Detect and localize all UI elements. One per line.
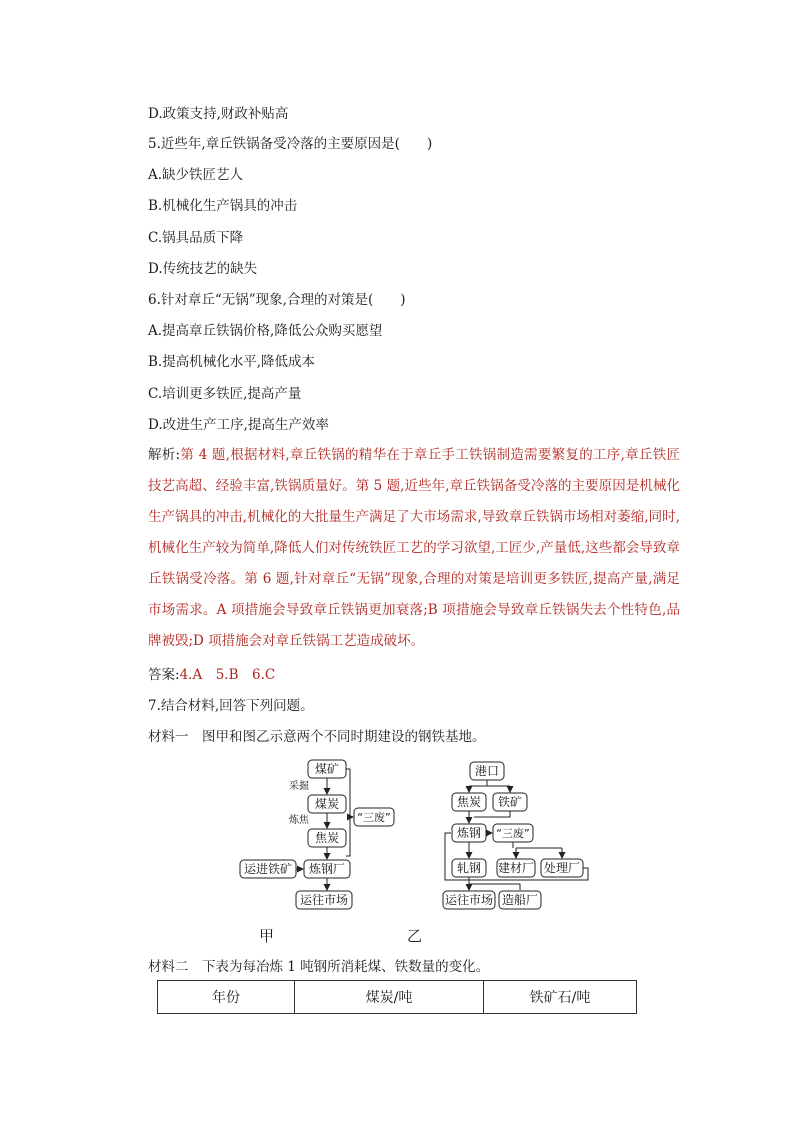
yi-label-to-market: 运往市场 [444, 893, 494, 907]
option-4d: D.政策支持,财政补贴高 [148, 106, 289, 122]
consumption-table [157, 980, 637, 1014]
question-7-stem: 7.结合材料,回答下列问题。 [148, 698, 314, 714]
table-header-row [158, 981, 637, 1014]
question-5-option-d: D.传统技艺的缺失 [148, 261, 258, 277]
yi-label-port: 港口 [474, 764, 500, 778]
answer-text: 4.A 5.B 6.C [179, 667, 276, 683]
jia-label-to-market: 运往市场 [299, 893, 349, 907]
yi-label-three-wastes: “三废” [496, 827, 530, 840]
question-6-option-d: D.改进生产工序,提高生产效率 [148, 417, 329, 433]
question-6-stem: 6.针对章丘“无锅”现象,合理的对策是( ) [148, 292, 406, 308]
table-header-iron-ore: 铁矿石/吨 [484, 981, 637, 1014]
yi-label-building-materials: 建材厂 [497, 861, 535, 875]
table-header-year: 年份 [158, 981, 295, 1014]
question-5-option-a: A.缺少铁匠艺人 [148, 167, 244, 183]
jia-label-coke: 焦炭 [314, 831, 340, 845]
analysis-text: 第 4 题,根据材料,章丘铁锅的精华在于章丘手工铁锅制造需要繁复的工序,章丘铁匠技艺高超、经验丰富,铁锅质量好。第 5 题,近些年,章丘铁锅备受冷落的主要原因是机械化生产锅具的冲击,机械化的大批量生产满足了大市场需求,导致章丘铁锅市场相对萎缩,同时,机械化生产较为简单,降低人们对传统铁匠工艺的学习欲望,工匠少,产量低,这些都会导致章丘铁锅受冷落。第 6 题,针对章丘“无锅”现象,合理的对策是培训更多铁匠,提高产量,满足市场需求。A 项措施会导致章丘铁锅更加衰落;B 项措施会导致章丘铁锅失去个性特色,品牌被毁;D 项措施会对章丘铁锅工艺造成破坏。 [148, 447, 680, 649]
yi-label-shipyard: 造船厂 [501, 893, 539, 907]
yi-label-steelmaking: 炼钢 [456, 826, 482, 840]
jia-label-three-wastes: “三废” [357, 811, 391, 824]
jia-label-steel-plant: 炼钢厂 [308, 862, 346, 876]
question-6-option-b: B.提高机械化水平,降低成本 [148, 354, 316, 370]
material-1-line: 材料一 图甲和图乙示意两个不同时期建设的钢铁基地。 [148, 729, 486, 745]
yi-label-treatment-plant: 处理厂 [543, 861, 581, 875]
caption-jia: 甲 [259, 927, 275, 945]
jia-label-coking: 炼焦 [289, 815, 309, 826]
jia-label-coal: 煤炭 [314, 797, 340, 811]
caption-yi: 乙 [407, 927, 423, 945]
yi-label-rolled-steel: 轧钢 [456, 861, 482, 875]
yi-label-coke: 焦炭 [456, 795, 482, 809]
table-header-coal: 煤炭/吨 [295, 981, 484, 1014]
jia-label-iron-ore-in: 运进铁矿 [243, 862, 293, 876]
material-2-line: 材料二 下表为每冶炼 1 吨钢所消耗煤、铁数量的变化。 [148, 959, 490, 975]
analysis-label: 解析: [148, 447, 181, 463]
question-6-option-a: A.提高章丘铁锅价格,降低公众购买愿望 [148, 323, 383, 339]
question-6-option-c: C.培训更多铁匠,提高产量 [148, 386, 302, 402]
jia-label-mining: 采掘 [289, 781, 309, 792]
question-5-option-b: B.机械化生产锅具的冲击 [148, 198, 298, 214]
question-5-stem: 5.近些年,章丘铁锅备受冷落的主要原因是( ) [148, 136, 433, 152]
question-5-option-c: C.锅具品质下降 [148, 230, 244, 246]
jia-label-coal-mine: 煤矿 [314, 762, 340, 776]
answer-label: 答案: [148, 667, 180, 683]
yi-label-iron-ore: 铁矿 [497, 795, 523, 809]
